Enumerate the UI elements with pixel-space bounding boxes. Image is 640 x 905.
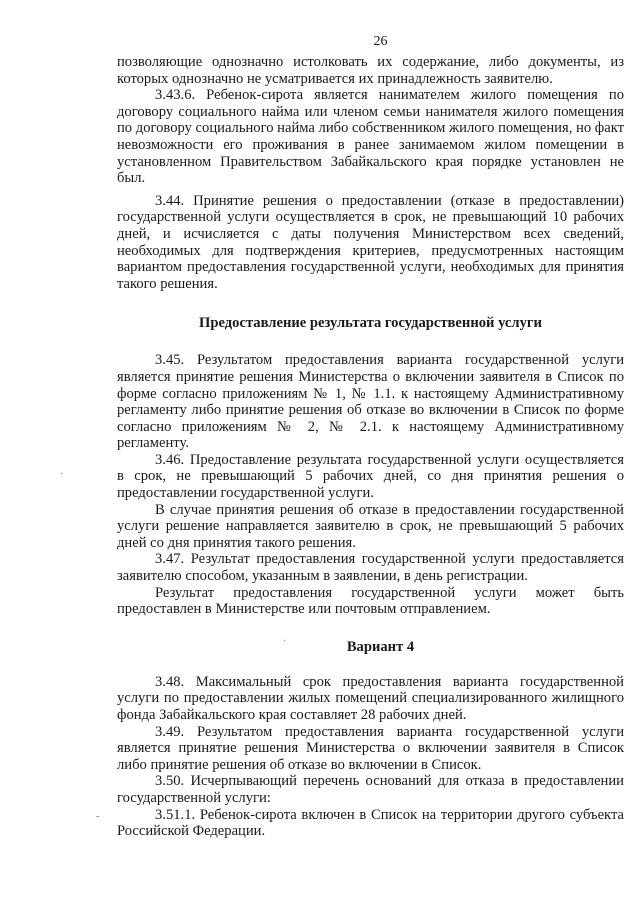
page-number: 26	[373, 34, 388, 49]
paragraph-3-45: 3.45. Результатом предоставления варианта государственной услуги является принятие решения Министерства о включении заявителя в Список по форме согласно приложениям № 1, № 1.1. к настоящему Административному регламенту либо принятие решения об отказе во включении в Список по форме согласно приложениям № 2, № 2.1. к настоящему Административному регламенту.	[117, 352, 624, 452]
paragraph-result-delivery: Результат предоставления государственной услуги может быть предоставлен в Министерстве или почтовым отправлением.	[117, 584, 624, 618]
section-heading-result: Предоставление результата государственной услуги	[199, 315, 542, 332]
scan-mark-left: ·	[60, 469, 64, 480]
section-heading-variant: Вариант 4	[346, 638, 415, 655]
paragraph-refusal-notice: В случае принятия решения об отказе в предоставлении государственной услуги решение направляется заявителю в срок, не превышающий 5 рабочих дней со дня принятия такого решения.	[117, 501, 624, 551]
scan-mark-middle: ·	[283, 636, 287, 647]
paragraph-3-50: 3.50. Исчерпывающий перечень оснований для отказа в предоставлении государственной услуги:	[117, 773, 624, 806]
paragraph-3-48: 3.48. Максимальный срок предоставления варианта государственной услуги по предоставлении жилых помещений специализированного жилищного фонда Забайкальского края составляет 28 рабочих дней.	[117, 673, 624, 723]
paragraph-3-51-1: 3.51.1. Ребенок-сирота включен в Список на территории другого субъекта Российской Федерации.	[117, 806, 624, 840]
paragraph-3-47: 3.47. Результат предоставления государственной услуги предоставляется заявителю способом, указанным в заявлении, в день регистрации.	[117, 551, 624, 585]
paragraph-3-44: 3.44. Принятие решения о предоставлении (отказе в предоставлении) государственной услуги осуществляется в срок, не превышающий 10 рабочих дней, и исчисляется с даты получения Министерством всех сведений, необходимых для подтверждения критериев, предусмотренных настоящим вариантом предоставления государственной услуги, необходимых для принятия такого решения.	[117, 192, 624, 292]
paragraph-3-43-6: 3.43.6. Ребенок-сирота является нанимателем жилого помещения по договору социального найма или членом семьи нанимателя жилого помещения по договору социального найма либо собственником жилого помещения, но факт невозможности его проживания в ранее занимаемом жилом помещении в установленном Правительством Забайкальского края порядке установлен не был.	[117, 87, 624, 187]
paragraph-continuation: позволяющие однозначно истолковать их содержание, либо документы, из которых однозначно не усматривается их принадлежность заявителю.	[117, 54, 624, 87]
scan-mark-bottom-left: -	[96, 811, 100, 822]
paragraph-3-46: 3.46. Предоставление результата государственной услуги осуществляется в срок, не превышающий 5 рабочих дней, со дня принятия решения о предоставлении государственной услуги.	[117, 451, 624, 502]
paragraph-3-49: 3.49. Результатом предоставления варианта государственной услуги является принятие решения Министерства о включении заявителя в Список либо принятие решения об отказе во включении в Список.	[117, 723, 624, 773]
